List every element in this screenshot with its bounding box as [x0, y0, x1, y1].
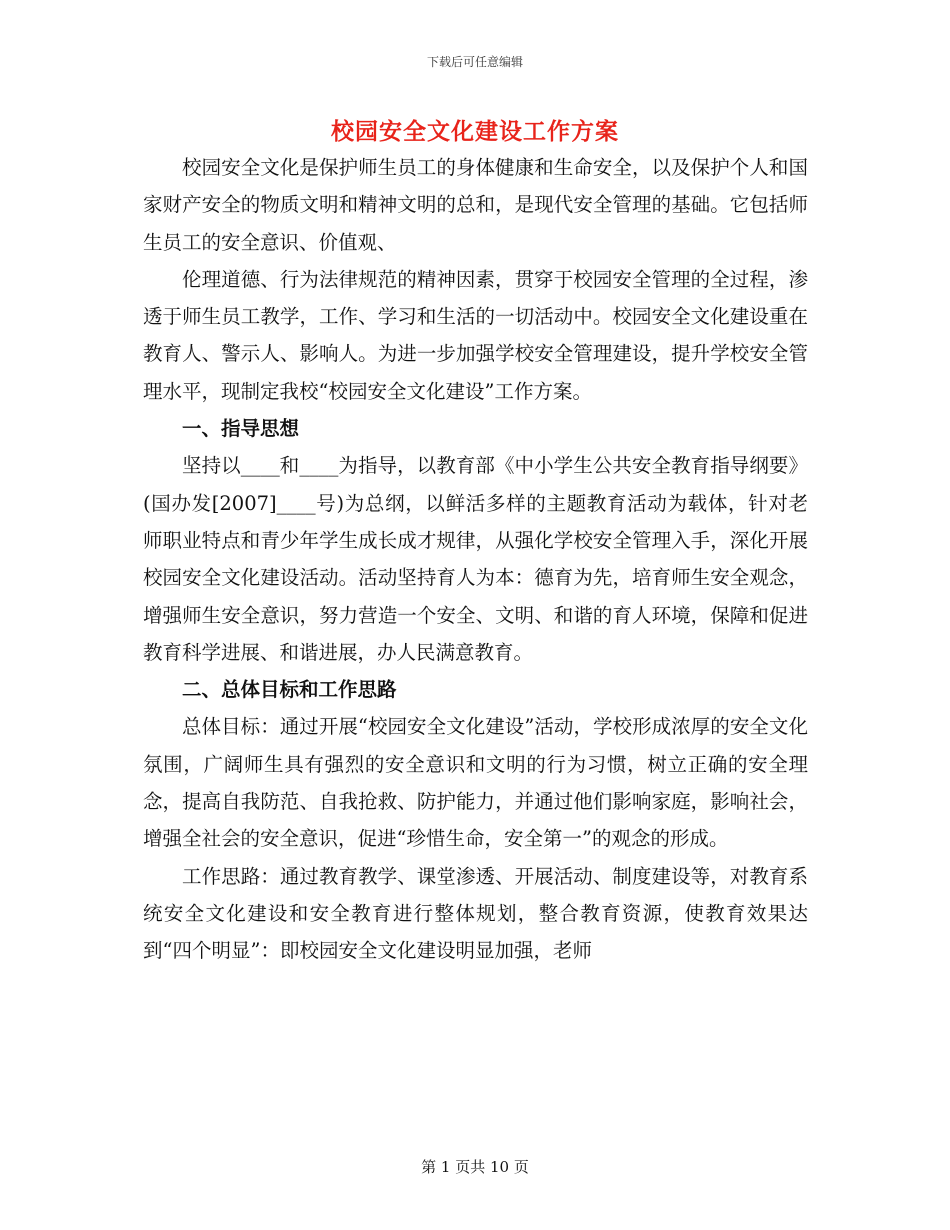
document-title: 校园安全文化建设工作方案: [331, 118, 619, 145]
section-heading-goals: 二、总体目标和工作思路: [182, 678, 397, 702]
page-header: 下载后可任意编辑: [426, 55, 523, 69]
intro-paragraph-1: 校园安全文化是保护师生员工的身体健康和生命安全，以及保护个人和国家财产安全的物质文明和精神文明的总和，是现代安全管理的基础。它包括师生员工的安全意识、价值观、: [143, 156, 808, 254]
section-heading-guiding-ideology: 一、指导思想: [182, 417, 300, 441]
section2-paragraph-approach: 工作思路：通过教育教学、课堂渗透、开展活动、制度建设等，对教育系统安全文化建设和安全教育进行整体规划，整合教育资源，使教育效果达到“四个明显”：即校园安全文化建设明显加强，老师: [143, 864, 808, 963]
intro-paragraph-2: 伦理道德、行为法律规范的精神因素，贯穿于校园安全管理的全过程，渗透于师生员工教学，工作、学习和生活的一切活动中。校园安全文化建设重在教育人、警示人、影响人。为进一步加强学校安全管理建设，提升学校安全管理水平，现制定我校“校园安全文化建设”工作方案。: [143, 267, 808, 403]
section2-paragraph-goals: 总体目标：通过开展“校园安全文化建设”活动，学校形成浓厚的安全文化氛围，广阔师生具有强烈的安全意识和文明的行为习惯，树立正确的安全理念，提高自我防范、自我抢救、防护能力，并通过他们影响家庭，影响社会，增强全社会的安全意识，促进“珍惜生命，安全第一”的观念的形成。: [143, 715, 808, 851]
page-footer: 第 1 页共 10 页: [421, 1158, 529, 1176]
section1-paragraph: 坚持以____和____为指导，以教育部《中小学生公共安全教育指导纲要》(国办发[2007]____号)为总纲，以鲜活多样的主题教育活动为载体，针对老师职业特点和青少年学生成长成才规律，从强化学校安全管理入手，深化开展校园安全文化建设活动。活动坚持育人为本：德育为先，培育师生安全观念，增强师生安全意识，努力营造一个安全、文明、和谐的育人环境，保障和促进教育科学进展、和谐进展，办人民满意教育。: [143, 454, 808, 664]
document-body: [143, 149, 808, 970]
